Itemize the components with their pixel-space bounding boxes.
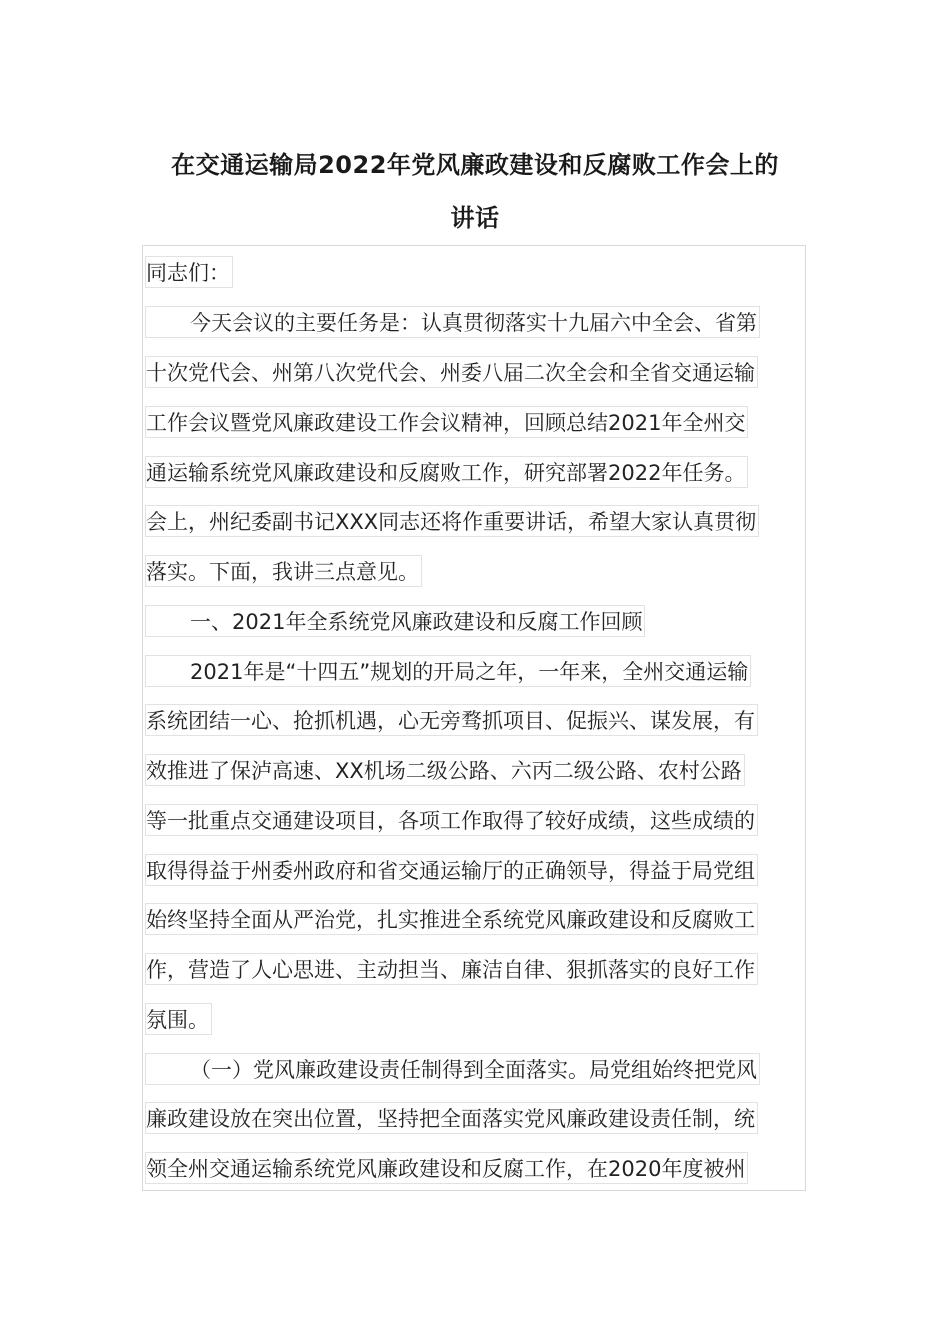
text-line: 工作会议暨党风廉政建设工作会议精神，回顾总结2021年全州交 [145,406,748,438]
text-line: 会上，州纪委副书记XXX同志还将作重要讲话，希望大家认真贯彻 [145,505,759,537]
text-line: 系统团结一心、抢抓机遇，心无旁骛抓项目、促振兴、谋发展，有 [145,704,758,736]
text-line: 效推进了保泸高速、XX机场二级公路、六丙二级公路、农村公路 [145,754,745,786]
text-line: 十次党代会、州第八次党代会、州委八届二次全会和全省交通运输 [145,356,758,388]
text-line: 通运输系统党风廉政建设和反腐败工作，研究部署2022年任务。 [145,456,748,488]
text-line: 领全州交通运输系统党风廉政建设和反腐工作，在2020年度被州 [145,1152,748,1184]
document-title-line-1: 在交通运输局2022年党风廉政建设和反腐败工作会上的 [171,151,779,179]
subsection-line: （一）党风廉政建设责任制得到全面落实。局党组始终把党风 [145,1053,760,1085]
text-line: 取得得益于州委州政府和省交通运输厅的正确领导，得益于局党组 [145,854,758,886]
text-line: 今天会议的主要任务是：认真贯彻落实十九届六中全会、省第 [145,306,760,338]
salutation-line: 同志们： [145,256,233,288]
text-line: 氛围。 [145,1003,212,1035]
text-line: 等一批重点交通建设项目，各项工作取得了较好成绩，这些成绩的 [145,804,758,836]
document-title-line-2: 讲话 [450,204,500,232]
text-line: 作，营造了人心思进、主动担当、廉洁自律、狠抓落实的良好工作 [145,953,758,985]
text-line: 始终坚持全面从严治党，扎实推进全系统党风廉政建设和反腐败工 [145,903,758,935]
text-line: 落实。下面，我讲三点意见。 [145,555,422,587]
section-heading: 一、2021年全系统党风廉政建设和反腐工作回顾 [145,605,645,637]
text-line: 2021年是“十四五”规划的开局之年，一年来，全州交通运输 [145,655,751,687]
text-line: 廉政建设放在突出位置，坚持把全面落实党风廉政建设责任制，统 [145,1102,758,1134]
